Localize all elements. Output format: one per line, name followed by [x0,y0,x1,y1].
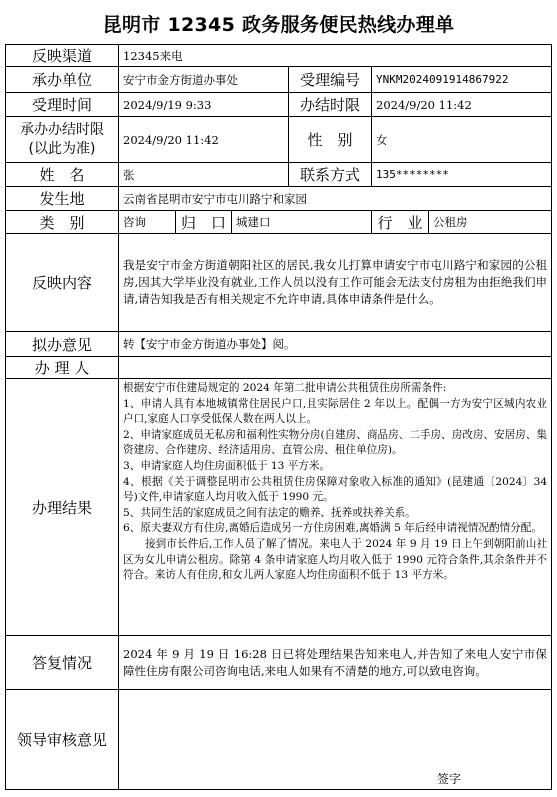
label-gender: 性 别 [289,117,372,163]
label-channel: 反映渠道 [6,45,119,67]
label-acceptance-time: 受理时间 [6,93,119,117]
result-summary: 接到市长件后,工作人员了解了情况。来电人于 2024 年 9 月 19 日上午到朝阳前山社区为女儿申请公租房。除第 4 条申请家庭人均月收入低于 1990 元符合条件,其余条件并不符合。来访人有住房,和女儿两人家庭人均住房面积不低于 13 平方米。 [123,537,548,582]
value-reply: 2024 年 9 月 19 日 16:28 日已将处理结果告知来电人,并告知了来电人安宁市保障性住房有限公司咨询电话,来电人如果有不清楚的地方,可以致电咨询。 [119,636,552,690]
document-title: 昆明市 12345 政务服务便民热线办理单 [102,14,455,36]
row-location [6,187,552,211]
result-line: 3、申请家庭人均住房面积低于 13 平方米。 [123,459,331,472]
result-line: 根据安宁市住建局规定的 2024 年第二批申请公共租赁住房所需条件: [123,382,447,394]
value-category: 咨询 [119,211,176,234]
result-line: 5、共同生活的家庭成员之间有法定的赡养、抚养或扶养关系。 [123,506,416,519]
value-content: 我是安宁市金方街道朝阳社区的居民,我女儿打算申请安宁市屯川路宁和家园的公租房,因其大学毕业没有就业,工作人员以没有工作可能会无法支付房租为由拒绝我们申请,请告知我是否有相关规定不允许申请,具体申请条件是什么。 [119,234,552,332]
value-location: 云南省昆明市安宁市屯川路宁和家园 [119,187,552,211]
value-industry: 公租房 [429,211,552,234]
value-region: 城建口 [232,211,372,234]
label-result: 办理结果 [6,379,119,636]
value-result [119,379,552,636]
label-handling-deadline [6,117,119,163]
row-handler [6,357,552,379]
signature-label: 签字 [437,772,462,786]
label-handling-deadline-line1: 承办办结时限 [20,121,104,138]
label-region: 归 口 [176,211,232,234]
value-gender: 女 [372,117,552,163]
label-industry: 行 业 [372,211,429,234]
label-name: 姓 名 [6,163,119,187]
row-proposal [6,332,552,357]
value-review [119,690,552,790]
row-name [6,163,552,187]
label-content: 反映内容 [6,234,119,332]
label-location: 发生地 [6,187,119,211]
result-line: 1、申请人具有本地城镇常住居民户口,且实际居住 2 年以上。配偶一方为安宁区城内农业户口,家庭人口享受低保人数在两人以上。 [123,397,548,426]
value-handling-deadline: 2024/9/20 11:42 [119,117,289,163]
label-proposal: 拟办意见 [6,332,119,357]
row-reply [6,636,552,690]
label-handler: 办 理 人 [6,357,119,379]
label-reply: 答复情况 [6,636,119,690]
value-handling-unit: 安宁市金方街道办事处 [119,67,289,93]
value-channel: 12345来电 [119,45,552,67]
row-category [6,211,552,234]
value-acceptance-time: 2024/9/19 9:33 [119,93,289,117]
label-handling-unit: 承办单位 [6,67,119,93]
value-deadline: 2024/9/20 11:42 [372,93,552,117]
row-review [6,690,552,790]
value-contact: 135******** [372,163,552,187]
value-name: 张 [119,163,289,187]
result-line: 4、根据《关于调整昆明市公共租赁住房保障对象收入标准的通知》(昆建通〔2024〕34 号)文件,申请家庭人均月收入低于 1990 元。 [123,475,548,504]
label-handling-deadline-line2: (以此为准) [28,140,96,157]
row-time [6,93,552,117]
value-handler [119,357,552,379]
row-unit [6,67,552,93]
row-result [6,379,552,636]
result-line: 6、原夫妻双方有住房,离婚后造成另一方住房困难,离婚满 5 年后经申请视情况酌情分配。 [123,522,542,535]
row-handling-deadline [6,117,552,163]
value-acceptance-no: YNKM2024091914867922 [372,67,552,93]
label-contact: 联系方式 [289,163,372,187]
value-proposal: 转【安宁市金方街道办事处】阅。 [119,332,552,357]
result-line: 2、申请家庭成员无私房和福利性实物分房(自建房、商品房、二手房、房改房、安居房、集资建房、合作建房、经济适用房、直管公房、租住单位房)。 [123,428,548,457]
row-content [6,234,552,332]
label-deadline: 办结时限 [289,93,372,117]
work-order-form [5,44,552,790]
label-review: 领导审核意见 [6,690,119,790]
label-acceptance-no: 受理编号 [289,67,372,93]
label-category: 类 别 [6,211,119,234]
row-channel [6,45,552,67]
